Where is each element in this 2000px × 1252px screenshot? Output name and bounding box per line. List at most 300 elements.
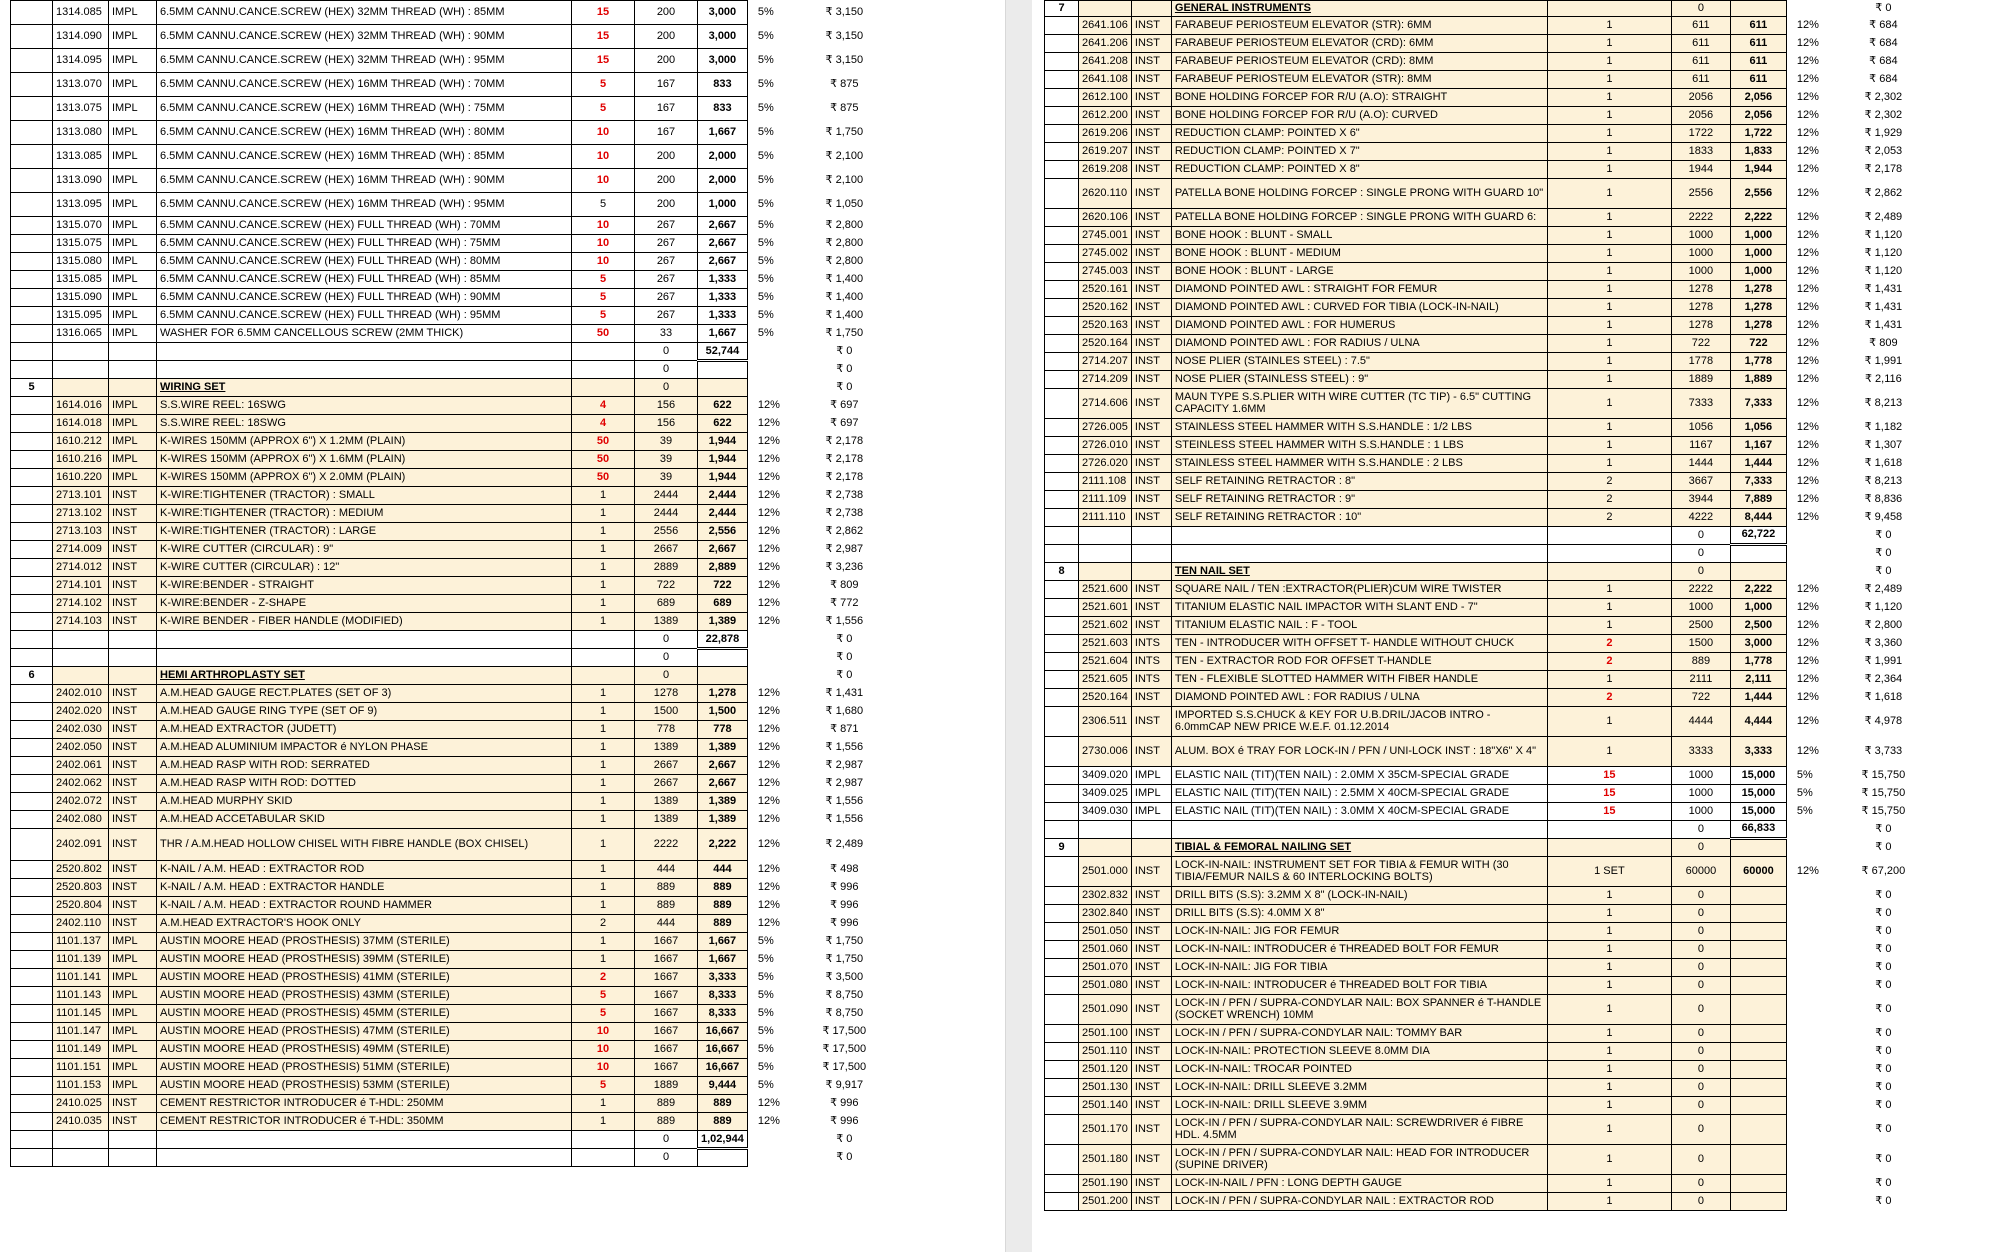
tot-cell: ₹ 1,400 xyxy=(825,273,864,286)
table-row xyxy=(1045,124,1927,142)
sn-cell xyxy=(11,1131,53,1149)
sn-cell xyxy=(11,235,53,253)
type-cell: IMPL xyxy=(109,1077,157,1095)
qty-cell: 1 xyxy=(1547,1144,1671,1174)
type-cell: INST xyxy=(1131,706,1171,736)
gst-cell: 12% xyxy=(1796,714,1819,727)
rate-cell: 0 xyxy=(1671,544,1730,562)
rate-cell: 1667 xyxy=(635,1005,698,1023)
type-cell: IMPL xyxy=(109,25,157,49)
sn-cell xyxy=(11,897,53,915)
tot-cell: ₹ 2,489 xyxy=(825,838,864,851)
table-row xyxy=(1045,670,1927,688)
tot-cell: ₹ 17,500 xyxy=(822,1061,867,1074)
code-cell: 1101.153 xyxy=(53,1077,109,1095)
table-row xyxy=(11,685,886,703)
tot-cell: ₹ 3,500 xyxy=(825,971,864,984)
desc-cell: LOCK-IN / PFN / SUPRA-CONDYLAR NAIL: TOMMY BAR xyxy=(1171,1024,1547,1042)
code-cell: 2619.206 xyxy=(1079,124,1132,142)
subtotal-row xyxy=(11,1131,886,1149)
amt-cell: 722 xyxy=(698,577,748,595)
type-cell: INST xyxy=(109,879,157,897)
gst-cell xyxy=(1786,958,1840,976)
table-row xyxy=(1045,1042,1927,1060)
qty-cell: 1 xyxy=(572,613,635,631)
tot-cell: ₹ 0 xyxy=(1875,840,1892,853)
type-cell: INST xyxy=(1131,160,1171,178)
rate-cell: 2444 xyxy=(635,487,698,505)
code-cell: 2619.208 xyxy=(1079,160,1132,178)
tot-cell: ₹ 1,929 xyxy=(1864,126,1903,139)
rate-cell: 0 xyxy=(1671,1060,1730,1078)
code-cell: 1610.212 xyxy=(53,433,109,451)
type-cell: INST xyxy=(1131,280,1171,298)
amt-cell: 60000 xyxy=(1730,856,1786,886)
sn-cell xyxy=(11,343,53,361)
type-cell: INST xyxy=(1131,1024,1171,1042)
table-row xyxy=(11,1113,886,1131)
tot-cell: ₹ 809 xyxy=(830,579,859,592)
tot-cell: ₹ 0 xyxy=(836,633,853,646)
desc-cell: LOCK-IN-NAIL: DRILL SLEEVE 3.9MM xyxy=(1171,1096,1547,1114)
qty-cell: 1 xyxy=(1547,670,1671,688)
table-row xyxy=(11,757,886,775)
sn-cell xyxy=(11,1113,53,1131)
amt-cell: 2,444 xyxy=(698,505,748,523)
sn-cell xyxy=(11,775,53,793)
rate-cell: 0 xyxy=(1671,1096,1730,1114)
desc-cell xyxy=(157,649,572,667)
amt-cell: 1,333 xyxy=(698,289,748,307)
code-cell: 2520.164 xyxy=(1079,334,1132,352)
rate-cell: 2056 xyxy=(1671,88,1730,106)
tot-cell: ₹ 2,302 xyxy=(1864,108,1903,121)
desc-cell: LOCK-IN-NAIL: PROTECTION SLEEVE 8.0MM DIA xyxy=(1171,1042,1547,1060)
desc-cell: AUSTIN MOORE HEAD (PROSTHESIS) 39MM (STERILE) xyxy=(157,951,572,969)
code-cell: 1315.070 xyxy=(53,217,109,235)
table-row xyxy=(1045,922,1927,940)
rate-cell: 1389 xyxy=(635,793,698,811)
desc-cell: DRILL BITS (S.S): 4.0MM X 8" xyxy=(1171,904,1547,922)
table-row xyxy=(1045,688,1927,706)
rate-cell: 611 xyxy=(1671,70,1730,88)
rate-cell: 2222 xyxy=(635,829,698,861)
sn-cell xyxy=(1045,670,1079,688)
sn-cell xyxy=(1045,244,1079,262)
table-row xyxy=(1045,418,1927,436)
tot-cell: ₹ 2,987 xyxy=(825,543,864,556)
gst-cell: 12% xyxy=(1796,864,1819,877)
desc-cell: LOCK-IN / PFN / SUPRA-CONDYLAR NAIL : EXTRACTOR ROD xyxy=(1171,1192,1547,1210)
tot-cell: ₹ 1,120 xyxy=(1864,600,1903,613)
table-row xyxy=(1045,262,1927,280)
rate-cell: 1278 xyxy=(1671,298,1730,316)
code-cell: 2726.005 xyxy=(1079,418,1132,436)
rate-cell: 4444 xyxy=(1671,706,1730,736)
gst-cell: 12% xyxy=(757,399,780,412)
amt-cell xyxy=(1730,1144,1786,1174)
section-header-row xyxy=(11,379,886,397)
rate-cell: 722 xyxy=(1671,688,1730,706)
table-row xyxy=(11,1,886,25)
code-cell xyxy=(1079,562,1132,580)
type-cell: IMPL xyxy=(109,193,157,217)
table-row xyxy=(1045,208,1927,226)
gst-cell: 12% xyxy=(1796,228,1819,241)
code-cell: 1315.095 xyxy=(53,307,109,325)
table-row xyxy=(1045,766,1927,784)
type-cell: INST xyxy=(1131,994,1171,1024)
amt-cell: 2,222 xyxy=(1730,208,1786,226)
code-cell: 2402.061 xyxy=(53,757,109,775)
code-cell: 2714.012 xyxy=(53,559,109,577)
amt-cell: 2,667 xyxy=(698,775,748,793)
type-cell: INST xyxy=(109,829,157,861)
desc-cell: LOCK-IN-NAIL: JIG FOR TIBIA xyxy=(1171,958,1547,976)
table-row xyxy=(11,1095,886,1113)
code-cell: 1313.095 xyxy=(53,193,109,217)
sn-cell xyxy=(11,685,53,703)
gst-cell: 12% xyxy=(757,705,780,718)
type-cell: INST xyxy=(109,897,157,915)
type-cell: INST xyxy=(109,613,157,631)
rate-cell: 1278 xyxy=(1671,280,1730,298)
table-row xyxy=(11,289,886,307)
gst-cell: 12% xyxy=(757,543,780,556)
tot-cell: ₹ 1,050 xyxy=(825,198,864,211)
tot-cell: ₹ 996 xyxy=(830,917,859,930)
table-row xyxy=(11,73,886,97)
desc-cell: AUSTIN MOORE HEAD (PROSTHESIS) 37MM (STERILE) xyxy=(157,933,572,951)
type-cell: IMPL xyxy=(109,1041,157,1059)
type-cell: INST xyxy=(1131,52,1171,70)
amt-cell: 3,000 xyxy=(698,1,748,25)
type-cell: INST xyxy=(1131,106,1171,124)
amt-cell: 2,111 xyxy=(1730,670,1786,688)
code-cell: 2501.130 xyxy=(1079,1078,1132,1096)
code-cell: 2111.109 xyxy=(1079,490,1132,508)
gst-cell: 12% xyxy=(1796,72,1819,85)
sn-cell xyxy=(1045,298,1079,316)
gst-cell: 12% xyxy=(1796,108,1819,121)
table-row xyxy=(11,559,886,577)
gst-cell: 5% xyxy=(757,54,774,67)
desc-cell: TEN - INTRODUCER WITH OFFSET T- HANDLE WITHOUT CHUCK xyxy=(1171,634,1547,652)
desc-cell: DIAMOND POINTED AWL : FOR RADIUS / ULNA xyxy=(1171,688,1547,706)
rate-cell: 33 xyxy=(635,325,698,343)
amt-cell: 1,944 xyxy=(698,469,748,487)
table-row xyxy=(1045,904,1927,922)
amt-cell xyxy=(1730,1114,1786,1144)
rate-cell: 267 xyxy=(635,217,698,235)
code-cell: 1101.149 xyxy=(53,1041,109,1059)
sn-cell xyxy=(1045,88,1079,106)
code-cell: 1101.137 xyxy=(53,933,109,951)
gst-cell: 12% xyxy=(1796,246,1819,259)
amt-cell: 1,778 xyxy=(1730,352,1786,370)
gst-cell xyxy=(1786,1192,1840,1210)
gst-cell: 12% xyxy=(1796,186,1819,199)
amt-cell: 2,056 xyxy=(1730,88,1786,106)
gst-cell: 5% xyxy=(757,255,774,268)
code-cell: 2501.140 xyxy=(1079,1096,1132,1114)
gst-cell: 12% xyxy=(1796,672,1819,685)
table-row xyxy=(1045,436,1927,454)
rate-cell: 1000 xyxy=(1671,598,1730,616)
tot-cell: ₹ 2,738 xyxy=(825,507,864,520)
gst-cell: 5% xyxy=(757,198,774,211)
rate-cell: 0 xyxy=(635,361,698,379)
qty-cell: 10 xyxy=(572,235,635,253)
gst-cell: 12% xyxy=(757,1097,780,1110)
rate-cell: 1000 xyxy=(1671,766,1730,784)
rate-cell: 1000 xyxy=(1671,802,1730,820)
qty-cell: 10 xyxy=(572,121,635,145)
tot-cell: ₹ 4,978 xyxy=(1864,714,1903,727)
desc-cell: TITANIUM ELASTIC NAIL : F - TOOL xyxy=(1171,616,1547,634)
type-cell: INST xyxy=(109,685,157,703)
type-cell xyxy=(1131,838,1171,856)
desc-cell: AUSTIN MOORE HEAD (PROSTHESIS) 47MM (STERILE) xyxy=(157,1023,572,1041)
tot-cell: ₹ 1,750 xyxy=(825,327,864,340)
tot-cell: ₹ 3,150 xyxy=(825,6,864,19)
type-cell: INST xyxy=(109,1095,157,1113)
gst-cell xyxy=(747,631,803,649)
code-cell: 2501.170 xyxy=(1079,1114,1132,1144)
table-row xyxy=(1045,142,1927,160)
gst-cell: 12% xyxy=(1796,210,1819,223)
table-row xyxy=(11,433,886,451)
rate-cell: 2889 xyxy=(635,559,698,577)
sn-cell xyxy=(1045,106,1079,124)
amt-cell: 7,333 xyxy=(1730,472,1786,490)
sn-cell xyxy=(1045,904,1079,922)
gst-cell: 5% xyxy=(1796,786,1813,799)
amt-cell: 611 xyxy=(1730,16,1786,34)
sn-cell xyxy=(11,739,53,757)
amt-cell: 7,333 xyxy=(1730,388,1786,418)
qty-cell: 1 xyxy=(1547,208,1671,226)
code-cell: 1101.139 xyxy=(53,951,109,969)
gst-cell: 12% xyxy=(757,489,780,502)
rate-cell: 444 xyxy=(635,915,698,933)
sn-cell xyxy=(1045,1096,1079,1114)
code-cell: 2620.110 xyxy=(1079,178,1132,208)
code-cell xyxy=(1079,1,1132,17)
code-cell: 2111.110 xyxy=(1079,508,1132,526)
table-row xyxy=(1045,160,1927,178)
sn-cell xyxy=(11,469,53,487)
table-row xyxy=(1045,580,1927,598)
amt-cell: 2,000 xyxy=(698,169,748,193)
subtotal-row xyxy=(11,631,886,649)
gst-cell: 5% xyxy=(757,174,774,187)
gst-cell: 5% xyxy=(757,935,774,948)
sn-cell xyxy=(1045,160,1079,178)
desc-cell: K-WIRE BENDER - FIBER HANDLE (MODIFIED) xyxy=(157,613,572,631)
rate-cell: 1778 xyxy=(1671,352,1730,370)
amt-cell xyxy=(698,379,748,397)
code-cell: 2520.803 xyxy=(53,879,109,897)
tot-cell: ₹ 0 xyxy=(1875,1062,1892,1075)
subtotal-row xyxy=(1045,820,1927,838)
tot-cell: ₹ 0 xyxy=(1875,978,1892,991)
rate-cell: 0 xyxy=(1671,1114,1730,1144)
type-cell: INST xyxy=(1131,124,1171,142)
qty-cell: 1 xyxy=(572,933,635,951)
table-row xyxy=(11,897,886,915)
rate-cell: 1667 xyxy=(635,1023,698,1041)
code-cell xyxy=(53,649,109,667)
tot-cell: ₹ 1,431 xyxy=(1864,300,1903,313)
gst-cell xyxy=(747,1149,803,1167)
type-cell: INST xyxy=(109,739,157,757)
table-row xyxy=(1045,652,1927,670)
qty-cell: 15 xyxy=(1547,784,1671,802)
desc-cell: S.S.WIRE REEL: 16SWG xyxy=(157,397,572,415)
code-cell: 2612.200 xyxy=(1079,106,1132,124)
type-cell: INST xyxy=(109,595,157,613)
sn-cell xyxy=(1045,70,1079,88)
amt-cell: 444 xyxy=(698,861,748,879)
sn-cell xyxy=(1045,958,1079,976)
sn-cell: 8 xyxy=(1045,562,1079,580)
gst-cell: 12% xyxy=(1796,318,1819,331)
rate-cell: 0 xyxy=(1671,820,1730,838)
amt-cell: 16,667 xyxy=(698,1023,748,1041)
qty-cell: 1 xyxy=(1547,1042,1671,1060)
type-cell: IMPL xyxy=(109,253,157,271)
type-cell: INTS xyxy=(1131,670,1171,688)
amt-cell xyxy=(698,361,748,379)
amt-cell: 1,056 xyxy=(1730,418,1786,436)
type-cell: INST xyxy=(109,541,157,559)
tot-cell: ₹ 8,213 xyxy=(1864,474,1903,487)
code-cell xyxy=(53,1131,109,1149)
sn-cell xyxy=(1045,262,1079,280)
type-cell: INST xyxy=(1131,142,1171,160)
code-cell: 2619.207 xyxy=(1079,142,1132,160)
type-cell: IMPL xyxy=(109,969,157,987)
blank-row xyxy=(1045,544,1927,562)
table-row xyxy=(11,121,886,145)
tot-cell: ₹ 0 xyxy=(1875,1176,1892,1189)
qty-cell: 1 xyxy=(1547,226,1671,244)
sn-cell xyxy=(11,523,53,541)
rate-cell: 1389 xyxy=(635,613,698,631)
gst-cell: 12% xyxy=(1796,144,1819,157)
qty-cell: 1 xyxy=(1547,16,1671,34)
table-row xyxy=(11,739,886,757)
tot-cell: ₹ 1,991 xyxy=(1864,654,1903,667)
sn-cell xyxy=(11,361,53,379)
desc-cell: 6.5MM CANNU.CANCE.SCREW (HEX) 16MM THREAD (WH) : 80MM xyxy=(157,121,572,145)
rate-cell: 1889 xyxy=(635,1077,698,1095)
qty-cell: 2 xyxy=(572,915,635,933)
rate-cell: 1667 xyxy=(635,969,698,987)
amt-cell: 1,278 xyxy=(1730,316,1786,334)
gst-cell: 5% xyxy=(757,102,774,115)
qty-cell: 1 xyxy=(1547,940,1671,958)
desc-cell: BONE HOOK : BLUNT - LARGE xyxy=(1171,262,1547,280)
sn-cell xyxy=(11,1005,53,1023)
tot-cell: ₹ 684 xyxy=(1869,36,1898,49)
table-row xyxy=(11,469,886,487)
rate-cell: 0 xyxy=(1671,940,1730,958)
table-row xyxy=(11,253,886,271)
type-cell: INST xyxy=(1131,418,1171,436)
code-cell: 1314.085 xyxy=(53,1,109,25)
amt-cell: 2,889 xyxy=(698,559,748,577)
type-cell: IMPL xyxy=(109,1,157,25)
code-cell xyxy=(53,361,109,379)
blank-row xyxy=(11,1149,886,1167)
type-cell: IMPL xyxy=(109,169,157,193)
tot-cell: ₹ 2,302 xyxy=(1864,90,1903,103)
qty-cell: 10 xyxy=(572,1023,635,1041)
desc-cell: A.M.HEAD MURPHY SKID xyxy=(157,793,572,811)
rate-cell: 200 xyxy=(635,145,698,169)
sn-cell xyxy=(11,829,53,861)
code-cell: 2501.100 xyxy=(1079,1024,1132,1042)
tot-cell: ₹ 0 xyxy=(836,345,853,358)
sn-cell xyxy=(1045,634,1079,652)
type-cell: IMPL xyxy=(109,235,157,253)
type-cell: IMPL xyxy=(109,469,157,487)
code-cell: 1313.090 xyxy=(53,169,109,193)
qty-cell: 10 xyxy=(572,1041,635,1059)
desc-cell: A.M.HEAD RASP WITH ROD: DOTTED xyxy=(157,775,572,793)
table-row xyxy=(11,969,886,987)
rate-cell: 2444 xyxy=(635,505,698,523)
sn-cell xyxy=(1045,784,1079,802)
type-cell: INST xyxy=(1131,88,1171,106)
rate-cell: 200 xyxy=(635,49,698,73)
type-cell: INST xyxy=(1131,262,1171,280)
tot-cell: ₹ 996 xyxy=(830,899,859,912)
table-row xyxy=(11,879,886,897)
code-cell: 2402.080 xyxy=(53,811,109,829)
code-cell: 2713.103 xyxy=(53,523,109,541)
tot-cell: ₹ 0 xyxy=(1875,1152,1892,1165)
section-header-row xyxy=(1045,838,1927,856)
desc-cell: SELF RETAINING RETRACTOR : 8" xyxy=(1171,472,1547,490)
amt-cell xyxy=(1730,940,1786,958)
qty-cell: 1 xyxy=(572,523,635,541)
desc-cell: K-WIRES 150MM (APPROX 6") X 1.6MM (PLAIN) xyxy=(157,451,572,469)
sn-cell xyxy=(1045,802,1079,820)
tot-cell: ₹ 809 xyxy=(1869,336,1898,349)
tot-cell: ₹ 1,618 xyxy=(1864,456,1903,469)
amt-cell xyxy=(1730,1078,1786,1096)
amt-cell: 1,667 xyxy=(698,121,748,145)
sn-cell xyxy=(1045,652,1079,670)
rate-cell: 1722 xyxy=(1671,124,1730,142)
rate-cell: 0 xyxy=(635,1131,698,1149)
desc-cell: AUSTIN MOORE HEAD (PROSTHESIS) 41MM (STERILE) xyxy=(157,969,572,987)
sn-cell xyxy=(1045,142,1079,160)
qty-cell xyxy=(572,631,635,649)
sn-cell xyxy=(11,145,53,169)
type-cell: IMPL xyxy=(109,217,157,235)
sn-cell xyxy=(11,193,53,217)
qty-cell: 1 xyxy=(1547,88,1671,106)
amt-cell: 15,000 xyxy=(1730,784,1786,802)
rate-cell: 39 xyxy=(635,451,698,469)
tot-cell: ₹ 0 xyxy=(1875,1098,1892,1111)
desc-cell: A.M.HEAD EXTRACTOR'S HOOK ONLY xyxy=(157,915,572,933)
gst-cell: 5% xyxy=(757,291,774,304)
